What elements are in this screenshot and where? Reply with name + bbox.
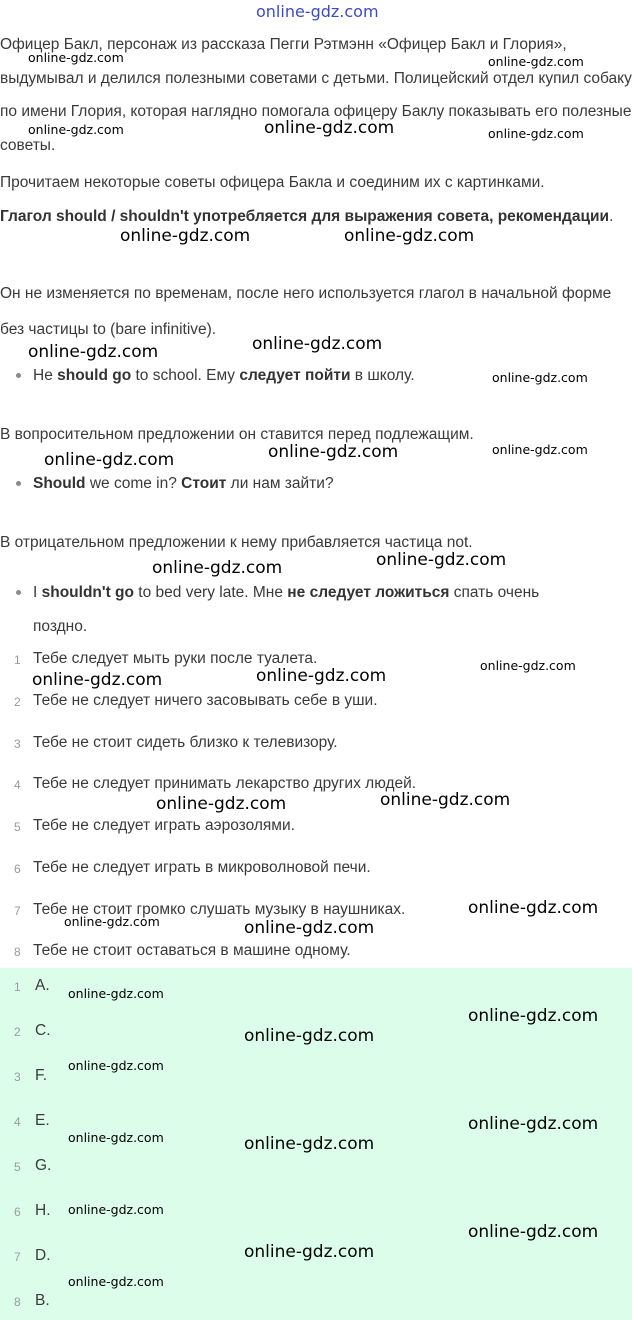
watermark: online-gdz.com [344,226,475,246]
watermark: online-gdz.com [68,986,164,1001]
watermark: online-gdz.com [468,1222,599,1242]
intro-paragraph: Офицер Бакл, персонаж из рассказа Пегги Рэтмэнн «Офицер Бакл и Глория», выдумывал и делился полезными советами с детьми. Полицейский отдел купил собаку по имени Глория, которая наглядно помогала офицеру Баклу показывать его полезные советы. [0,36,632,154]
rule-bold-text: Глагол should / shouldn't употребляется для выражения совета, рекомендации [0,208,610,225]
watermark: online-gdz.com [244,1242,375,1262]
watermark: online-gdz.com [480,658,576,673]
watermark: online-gdz.com [156,794,287,814]
watermark: online-gdz.com [152,558,283,578]
negative-rule: В отрицательном предложении к нему прибавляется частица not. [0,534,473,551]
watermark: online-gdz.com [32,670,163,690]
watermark: online-gdz.com [488,126,584,141]
answer-item-1: 1 A. [14,977,50,994]
translation-item-2: 2 Тебе не следует ничего засовывать себе в уши. [14,692,378,709]
watermark: online-gdz.com [64,914,160,929]
watermark: online-gdz.com [28,342,159,362]
watermark: online-gdz.com [28,122,124,137]
watermark: online-gdz.com [492,442,588,457]
rule-description: Он не изменяется по временам, после него используется глагол в начальной форме без частицы to (bare infinitive). [0,285,612,338]
translation-item-7: 7 Тебе не стоит громко слушать музыку в наушниках. [14,901,406,918]
watermark: online-gdz.com [68,1058,164,1073]
translation-item-4: 4 Тебе не следует принимать лекарство других людей. [14,775,417,792]
watermark: online-gdz.com [488,54,584,69]
watermark: online-gdz.com [468,1006,599,1026]
watermark: online-gdz.com [380,790,511,810]
translation-item-8: 8 Тебе не стоит оставаться в машине одному. [14,942,351,959]
watermark: online-gdz.com [44,450,175,470]
watermark: online-gdz.com [268,442,399,462]
question-rule: В вопросительном предложении он ставится перед подлежащим. [0,426,474,443]
translation-item-1: 1 Тебе следует мыть руки после туалета. [14,650,318,667]
task-line: Прочитаем некоторые советы офицера Бакла и соединим их с картинками. [0,174,545,191]
watermark: online-gdz.com [468,898,599,918]
watermark: online-gdz.com [28,50,124,65]
answer-item-3: 3 F. [14,1067,48,1084]
bullet-dot [16,590,21,595]
bullet-dot [16,481,21,486]
translation-item-5: 5 Тебе не следует играть аэрозолями. [14,817,295,834]
watermark: online-gdz.com [244,918,375,938]
watermark: online-gdz.com [264,118,395,138]
rule-paragraph [0,200,632,234]
watermark: online-gdz.com [68,1274,164,1289]
translation-item-6: 6 Тебе не следует играть в микроволновой печи. [14,859,371,876]
watermark: online-gdz.com [468,1114,599,1134]
answer-item-5: 5 G. [14,1157,52,1174]
rule-tail: . [609,208,614,225]
answer-item-2: 2 C. [14,1022,51,1039]
watermark: online-gdz.com [376,550,507,570]
watermark: online-gdz.com [492,370,588,385]
watermark-top: online-gdz.com [256,2,379,21]
answer-item-4: 4 E. [14,1112,50,1129]
answer-item-6: 6 H. [14,1202,51,1219]
watermark: online-gdz.com [120,226,251,246]
watermark: online-gdz.com [256,666,387,686]
watermark: online-gdz.com [252,334,383,354]
answer-item-7: 7 D. [14,1247,51,1264]
translation-item-3: 3 Тебе не стоит сидеть близко к телевизору. [14,734,338,751]
bullet-dot [16,373,21,378]
watermark: online-gdz.com [244,1026,375,1046]
watermark: online-gdz.com [68,1202,164,1217]
answer-item-8: 8 B. [14,1292,50,1309]
watermark: online-gdz.com [68,1130,164,1145]
watermark: online-gdz.com [244,1134,375,1154]
